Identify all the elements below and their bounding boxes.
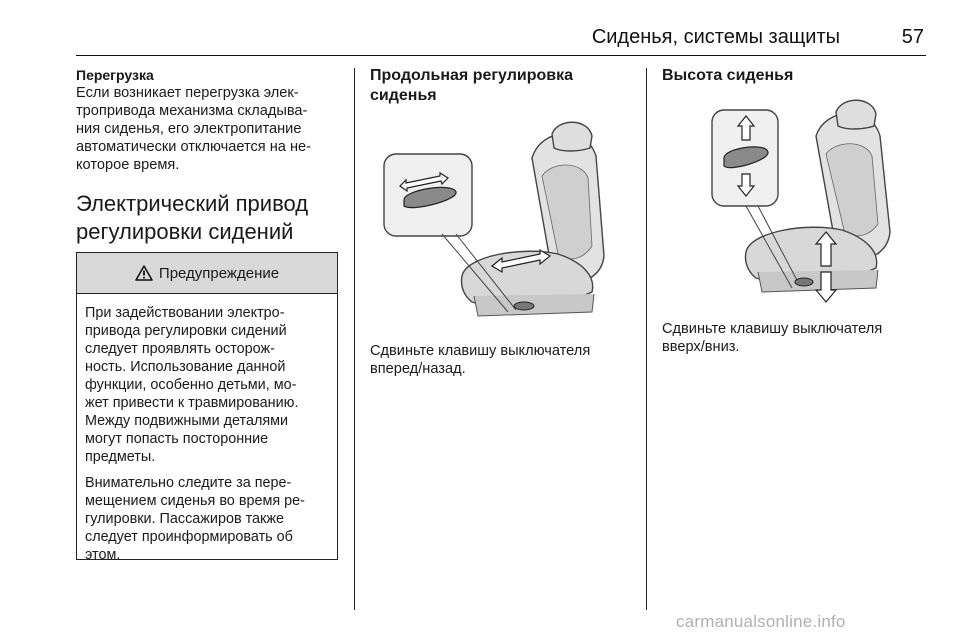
column-divider-1: [354, 68, 355, 610]
text-line: тропривода механизма складыва-: [76, 103, 308, 119]
seat-fore-aft-illustration: [382, 116, 632, 326]
watermark: carmanualsonline.info: [676, 612, 846, 631]
headrest-shape: [552, 122, 592, 151]
column-1: [76, 66, 341, 246]
text-line: вверх/вниз.: [662, 339, 740, 355]
column-3: [662, 66, 927, 86]
seat-height-illustration: [676, 96, 926, 306]
overload-text: [76, 84, 341, 174]
text-line: Если возникает перегрузка элек-: [76, 85, 299, 101]
headrest-shape: [836, 100, 876, 129]
warning-title: Предупреждение: [158, 264, 280, 282]
text-line: следует проявлять осторож-: [85, 341, 275, 357]
text-line: гулировки. Пассажиров также: [85, 511, 284, 527]
text-line: Сдвиньте клавишу выключателя: [370, 343, 591, 359]
text-line: ния сиденья, его электропитание: [76, 121, 302, 137]
page-number: 57: [901, 26, 924, 48]
warning-body: [77, 294, 337, 564]
text-line: Внимательно следите за пере-: [85, 475, 292, 491]
heading-line: сиденья: [370, 87, 437, 104]
seat-height-heading: Высота сиденья: [662, 67, 794, 84]
warning-header: [77, 253, 337, 294]
text-line: предметы.: [85, 449, 156, 465]
heading-line: регулировки сидений: [76, 219, 294, 244]
seat-height-caption: [662, 320, 882, 356]
text-line: При задействовании электро-: [85, 305, 285, 321]
page-header-title: Сиденья, системы защиты: [591, 26, 840, 48]
text-line: автоматически отключается на не-: [76, 139, 312, 155]
column-divider-2: [646, 68, 647, 610]
text-line: Сдвиньте клавишу выключателя: [662, 321, 883, 337]
text-line: вперед/назад.: [370, 361, 466, 377]
header-rule: [76, 55, 926, 56]
text-line: могут попасть посторонние: [85, 431, 269, 447]
text-line: жет привести к травмированию.: [85, 395, 299, 411]
text-line: ность. Использование данной: [85, 359, 286, 375]
fore-aft-heading: [370, 66, 635, 106]
text-line: этом.: [85, 547, 121, 563]
text-line: мещением сиденья во время ре-: [85, 493, 305, 509]
heading-line: Продольная регулировка: [370, 67, 574, 84]
text-line: которое время.: [76, 157, 180, 173]
column-2: [370, 66, 635, 106]
power-seat-heading: [76, 190, 341, 246]
fore-aft-caption: [370, 342, 590, 378]
heading-line: Электрический привод: [76, 191, 309, 216]
text-line: функции, особенно детьми, мо-: [85, 377, 297, 393]
warning-triangle-icon: [135, 265, 153, 281]
text-line: Между подвижными деталями: [85, 413, 289, 429]
text-line: следует проинформировать об: [85, 529, 293, 545]
text-line: привода регулировки сидений: [85, 323, 287, 339]
warning-paragraph-2: [85, 474, 329, 564]
overload-subheading: Перегрузка: [76, 67, 154, 83]
warning-box: [76, 252, 338, 563]
warning-paragraph-1: [85, 304, 329, 466]
